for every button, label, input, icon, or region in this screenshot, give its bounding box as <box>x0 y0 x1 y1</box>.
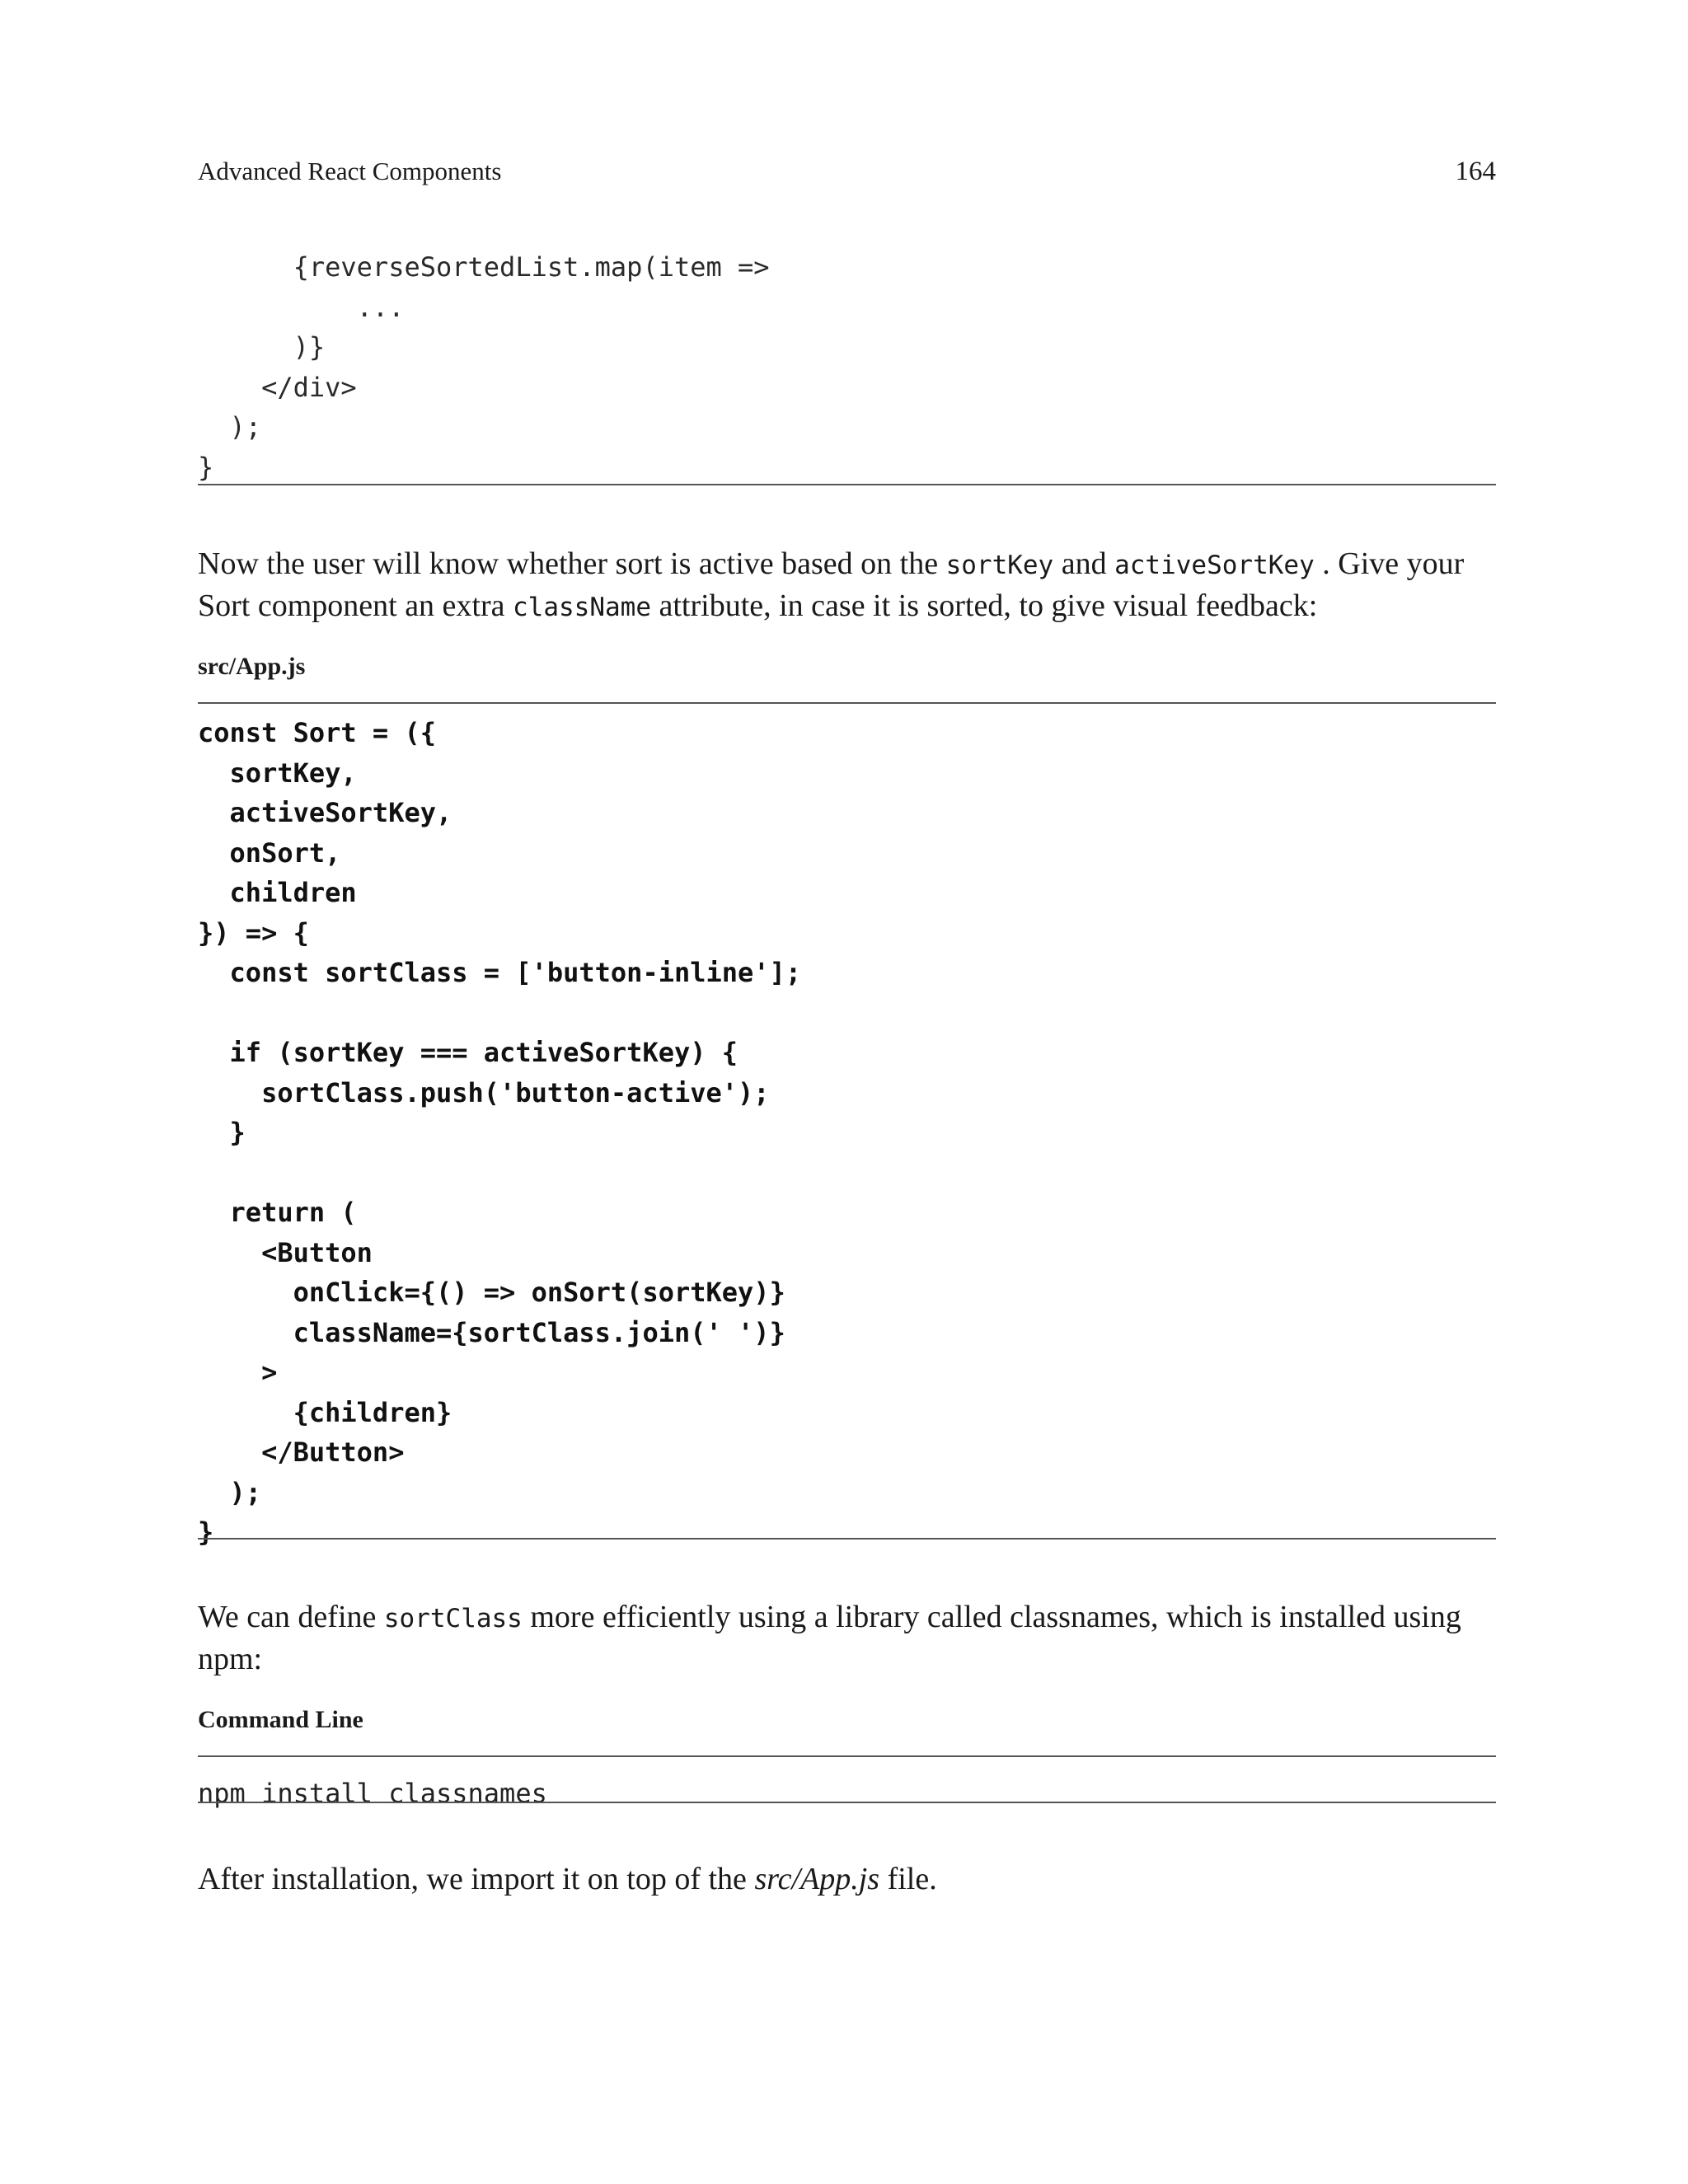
page-number: 164 <box>1455 157 1496 186</box>
inline-code-activesortkey: activeSortKey <box>1114 551 1315 580</box>
chapter-title: Advanced React Components <box>198 157 502 185</box>
command-block-bottom-rule <box>198 1802 1496 1803</box>
command-block-top-rule <box>198 1755 1496 1757</box>
paragraph-sort-feedback: Now the user will know whether sort is active based on the sortKey and activeSortKey . Give your Sort component an extra className attribute, in case it is sorted, to give visual feedback: <box>198 546 1465 623</box>
code-caption-src-app: src/App.js <box>198 653 306 680</box>
code-block-bottom-rule <box>198 484 1496 485</box>
code-block-top-rule <box>198 702 1496 704</box>
code-block-bottom-rule <box>198 1538 1496 1540</box>
file-path: src/App.js <box>754 1862 880 1896</box>
inline-code-sortclass: sortClass <box>383 1604 523 1633</box>
code-caption-command-line: Command Line <box>198 1706 363 1733</box>
paragraph-import: After installation, we import it on top of the src/App.js file. <box>198 1862 937 1896</box>
code-block-continued: {reverseSortedList.map(item => ... )} </div> ); } <box>198 251 770 483</box>
inline-code-classname: className <box>513 593 651 622</box>
code-block-sort-component: const Sort = ({ sortKey, activeSortKey, onSort, children }) => { const sortClass = ['button-inline']; if (sortKey === activeSortKey) { sortClass.push('button-active'); } return ( <Button onClick={() => onSort(sortKey)} className={sortClass.join(' ')} > {children} </Button> ); } <box>198 717 802 1548</box>
paragraph-classnames: We can define sortClass more efficiently using a library called classnames, which is installed using npm: <box>198 1600 1461 1676</box>
inline-code-sortkey: sortKey <box>945 551 1054 580</box>
code-block-npm-install: npm install classnames <box>198 1778 547 1809</box>
